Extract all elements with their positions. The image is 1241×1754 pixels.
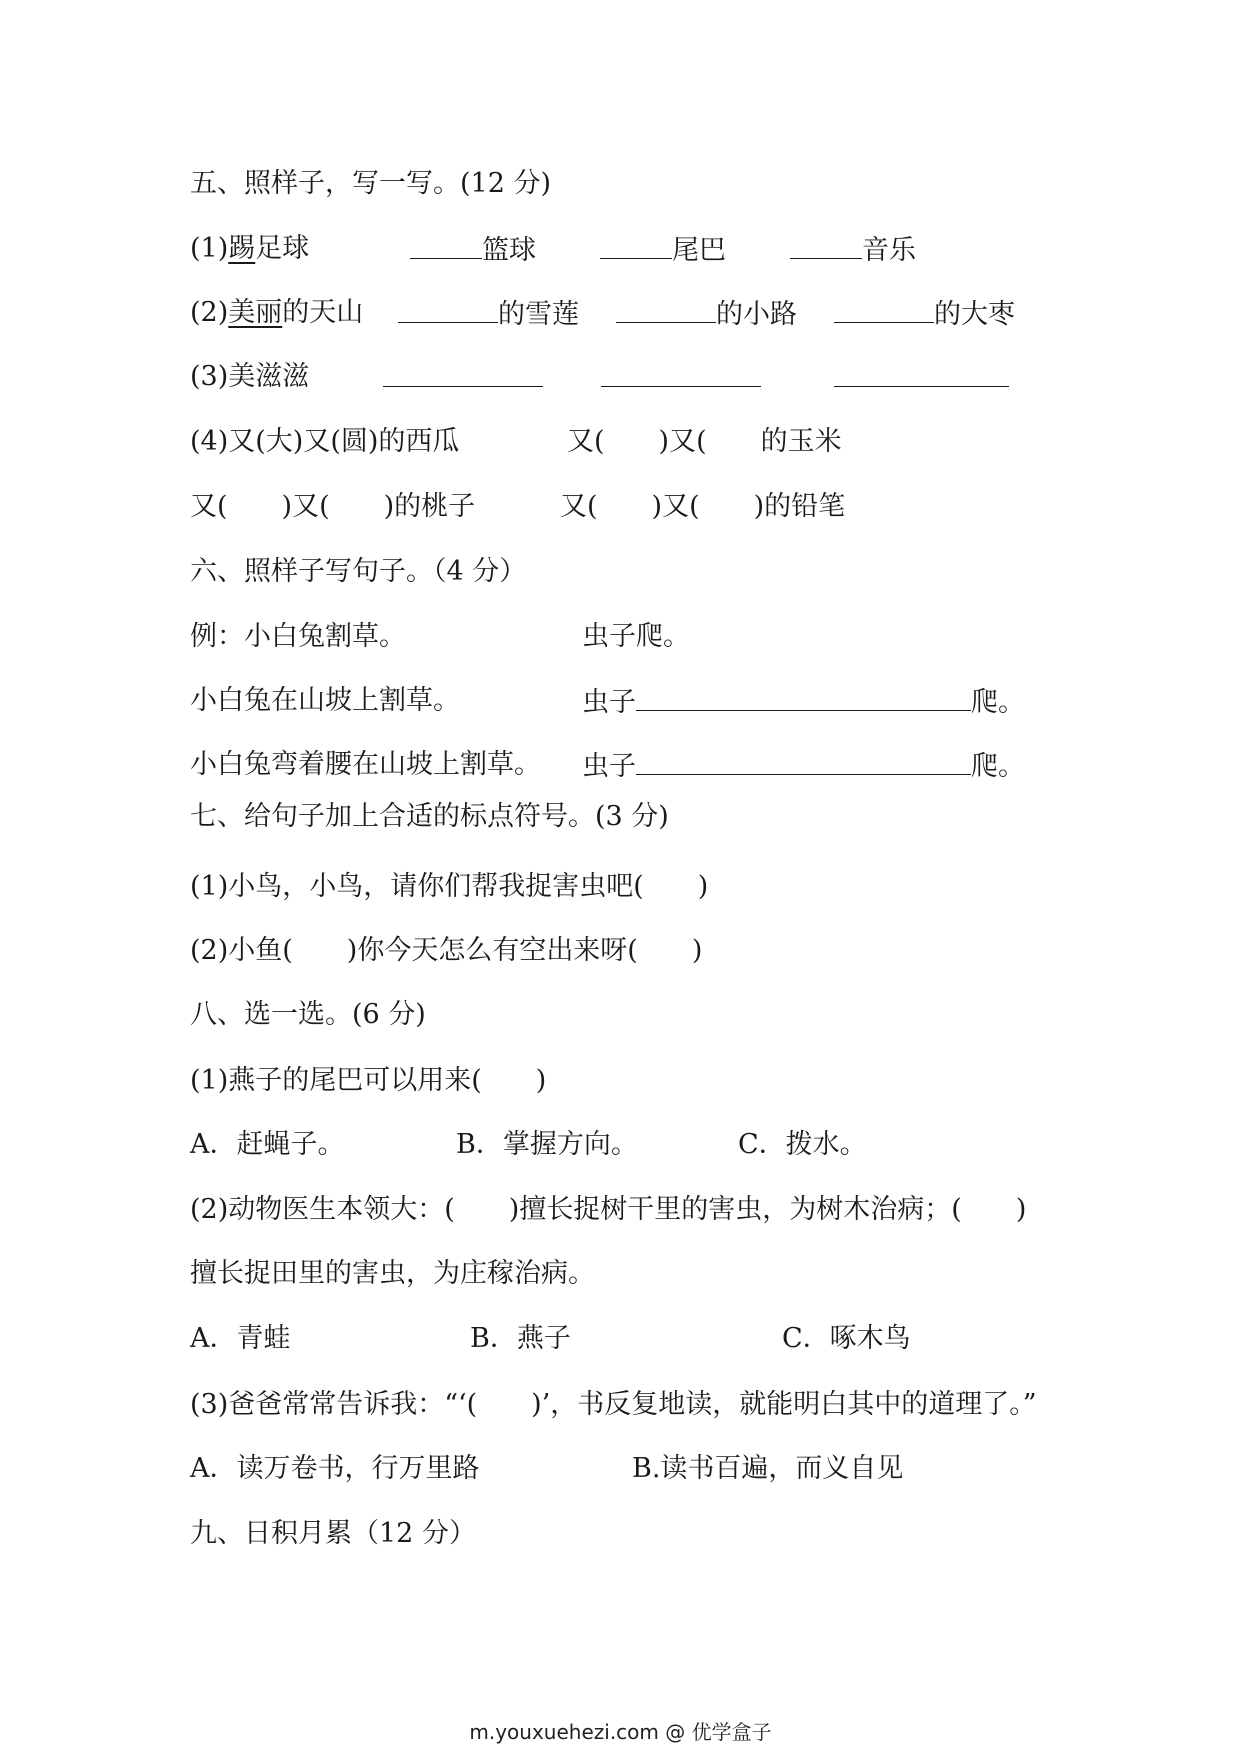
s7-question-2[interactable]: (2)小鱼( )你今天怎么有空出来呀( ) xyxy=(190,935,703,966)
s5-row1-blank2[interactable]: 尾巴 xyxy=(600,232,726,268)
s5-row5-item2[interactable]: 又( )又( )的铅笔 xyxy=(560,491,846,522)
s7-question-1[interactable]: (1)小鸟，小鸟，请你们帮我捉害虫吧( ) xyxy=(190,871,709,902)
s8-question-1[interactable]: (1)燕子的尾巴可以用来( ) xyxy=(190,1065,547,1096)
s8-q3-option-b[interactable]: B.读书百遍，而义自见 xyxy=(632,1453,904,1484)
s6-example-right: 虫子爬。 xyxy=(582,621,690,652)
section-7-heading: 七、给句子加上合适的标点符号。(3 分) xyxy=(190,801,669,832)
s5-row3-example: (3)美滋滋 xyxy=(190,361,310,392)
s8-q2-option-c[interactable]: C．啄木鸟 xyxy=(782,1323,911,1354)
footer-watermark: m.youxuehezi.com @ 优学盒子 xyxy=(469,1720,772,1744)
s5-row5-item1[interactable]: 又( )又( )的桃子 xyxy=(190,491,476,522)
s5-row2-blank2[interactable]: 的小路 xyxy=(616,296,797,332)
s6-example-left: 例：小白兔割草。 xyxy=(190,621,406,652)
s8-q2-option-b[interactable]: B．燕子 xyxy=(470,1323,571,1354)
s8-question-3[interactable]: (3)爸爸常常告诉我：“‘( )’，书反复地读，就能明白其中的道理了。” xyxy=(190,1389,1037,1420)
section-8-heading: 八、选一选。(6 分) xyxy=(190,999,426,1030)
section-6-heading: 六、照样子写句子。（4 分） xyxy=(190,556,527,587)
s8-question-2-line2: 擅长捉田里的害虫，为庄稼治病。 xyxy=(190,1258,595,1289)
s8-q1-option-c[interactable]: C．拨水。 xyxy=(738,1129,867,1160)
s5-row2-example: (2)美丽的天山 xyxy=(190,297,364,328)
s6-row3-left: 小白兔弯着腰在山坡上割草。 xyxy=(190,749,541,780)
s5-row3-blank1[interactable] xyxy=(383,360,543,396)
section-5-heading: 五、照样子，写一写。(12 分) xyxy=(190,168,552,199)
s5-row2-blank1[interactable]: 的雪莲 xyxy=(398,296,579,332)
s6-row2-answer[interactable]: 虫子 爬。 xyxy=(582,684,1025,720)
s5-row1-blank1[interactable]: 篮球 xyxy=(410,232,536,268)
s6-row3-answer[interactable]: 虫子 爬。 xyxy=(582,748,1025,784)
s5-row4-example: (4)又(大)又(圆)的西瓜 xyxy=(190,426,460,457)
s8-q2-option-a[interactable]: A．青蛙 xyxy=(190,1323,291,1354)
section-9-heading: 九、日积月累（12 分） xyxy=(190,1518,476,1549)
s8-q1-option-a[interactable]: A．赶蝇子。 xyxy=(190,1129,345,1160)
s5-row4-item2[interactable]: 又( )又( 的玉米 xyxy=(567,426,842,457)
s5-row1-example: (1)踢足球 xyxy=(190,233,310,264)
s8-q3-option-a[interactable]: A．读万卷书，行万里路 xyxy=(190,1453,480,1484)
s5-row3-blank3[interactable] xyxy=(834,360,1009,396)
s5-row2-blank3[interactable]: 的大枣 xyxy=(834,296,1015,332)
s6-row2-left: 小白兔在山坡上割草。 xyxy=(190,685,460,716)
s5-row3-blank2[interactable] xyxy=(601,360,761,396)
s8-q1-option-b[interactable]: B．掌握方向。 xyxy=(456,1129,638,1160)
s5-row1-blank3[interactable]: 音乐 xyxy=(790,232,916,268)
s8-question-2-line1[interactable]: (2)动物医生本领大：( )擅长捉树干里的害虫，为树木治病；( ) xyxy=(190,1194,1027,1225)
